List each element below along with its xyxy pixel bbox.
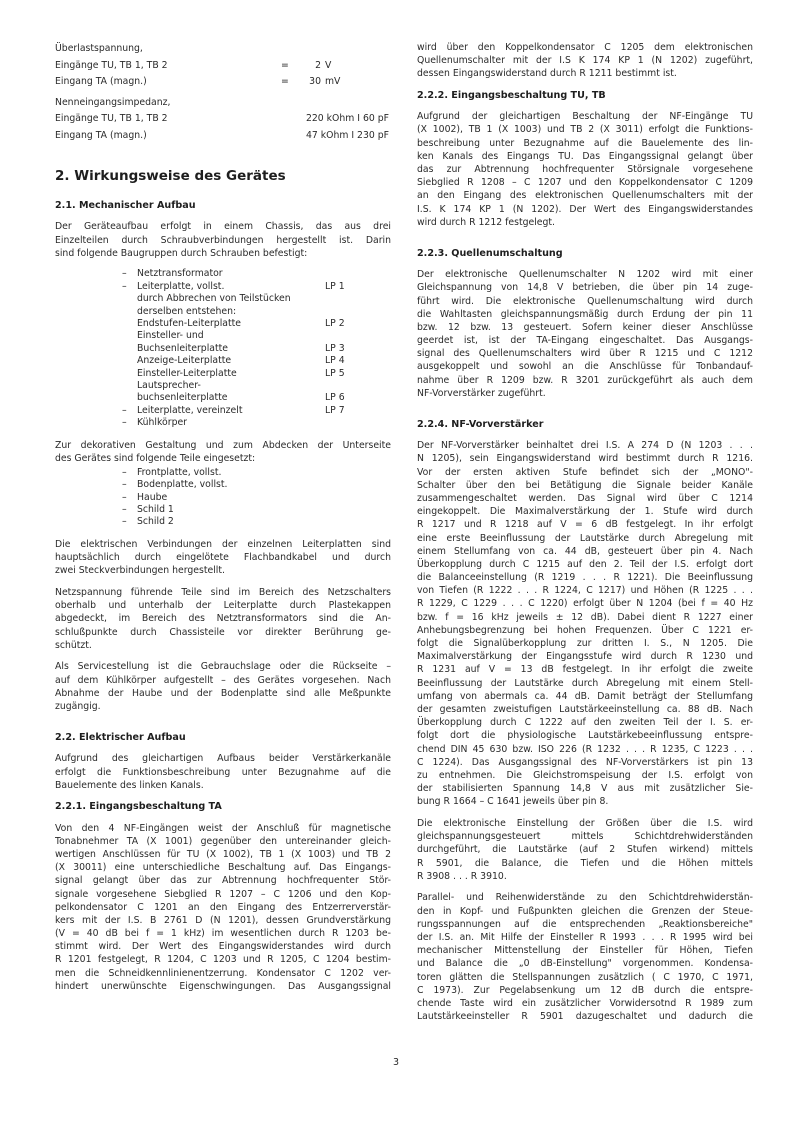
- subsection-heading: 2.2.1. Eingangsbeschaltung TA: [55, 801, 222, 813]
- text-line: Aufgrund des gleichartigen Aufbaus beider Verstärkerkanäle: [55, 753, 391, 765]
- text-line: Siebglied R 1208 – C 1207 und den Koppelkondensator C 1209: [417, 177, 753, 189]
- text-line: führt wird. Die elektronische Quellenumschaltung wird durch: [417, 295, 753, 307]
- text-line: zu entnehmen. Die Gleichstromspeisung der I.S. erfolgt von: [417, 769, 753, 781]
- text-line: nahme über R 1209 bzw. R 3201 zurückgeführt als auch dem: [417, 374, 753, 386]
- dash-bullet: –: [122, 404, 127, 416]
- list-item: [55, 479, 391, 491]
- list-item-text: Netztransformator: [137, 268, 223, 280]
- text-line: den in Kopf- und Fußpunkten gleichen die Grenzen der Steue-: [417, 905, 753, 917]
- list-item-text: derselben entstehen:: [137, 305, 237, 317]
- list-item: [55, 306, 391, 318]
- subsection-heading: 2.2.4. NF-Vorverstärker: [417, 419, 544, 431]
- spec-row: [55, 58, 391, 75]
- list-item-text: durch Abbrechen von Teilstücken: [137, 293, 291, 305]
- spec-row-label: Eingänge TU, TB 1, TB 2: [55, 59, 168, 71]
- text-line: rungsspannungen auf die entsprechenden „Reaktionsbereiche": [417, 918, 753, 930]
- dash-bullet: –: [122, 280, 127, 292]
- text-line: Der NF-Vorverstärker beinhaltet drei I.S. A 274 D (N 1203 . . .: [417, 440, 753, 452]
- text-line: bzw. 12 bzw. 13 gesteuert. Sofern keiner dieser Anschlüsse: [417, 321, 753, 333]
- text-line: die Balanceeinstellung (R 1219 . . . R 1221). Die Beeinflussung: [417, 572, 753, 584]
- spec-row-value: 220 kOhm I 60 pF: [305, 113, 389, 124]
- text-line: auf dem Kühlkörper aufgestellt – des Gerätes vorgesehen. Nach: [55, 674, 391, 686]
- list-item-text: Anzeige-Leiterplatte: [137, 355, 232, 367]
- text-line: umfang von abermals ca. 44 dB. Damit beträgt der Stellumfang: [417, 690, 753, 702]
- text-line: (V = 40 dB bei f = 1 kHz) im wesentlichen durch R 1203 be-: [55, 928, 391, 940]
- text-line: oberhalb und unterhalb der Leiterplatte durch Plastekappen: [55, 600, 391, 612]
- text-line: Anhebungsbegrenzung bei hohen Frequenzen. Über C 1221 er-: [417, 624, 753, 636]
- section-title: 2. Wirkungsweise des Gerätes: [55, 168, 286, 184]
- paragraph: [55, 538, 391, 578]
- text-line: R 1231 auf V = 13 dB festgelegt. In ihr erfolgt die zweite: [417, 664, 753, 676]
- text-line: an den Eingang des elektronischen Quellenumschalters mit der: [417, 190, 753, 202]
- text-line: Überkopplung durch C 1215 auf den 2. Teil der I.S. erfolgt dort: [417, 558, 753, 570]
- text-line: Beeinflussung der Lautstärke durch Abregelung mit einem Stell-: [417, 677, 753, 689]
- text-line: das zur Abtrennung hochfrequenter Störsignale vorgesehene: [417, 164, 753, 176]
- board-code: LP 2: [325, 318, 345, 330]
- text-line: I.S. K 174 KP 1 (N 1202). Der Wert des Eingangswiderstandes: [417, 203, 753, 215]
- text-line: kers mit der I.S. B 2761 D (N 1201), dessen Grundverstärkung: [55, 914, 391, 926]
- text-line: Abnahme der Haube und der Bodenplatte sind alle Meßpunkte: [55, 687, 391, 699]
- dash-bullet: –: [122, 504, 127, 516]
- text-line: eine erste Beeinflussung der Lautstärke durch Abregelung mit: [417, 532, 753, 544]
- text-line: zwei Steckverbindungen hergestellt.: [55, 565, 225, 577]
- list-item: [55, 268, 391, 280]
- list-item-text: Leiterplatte, vollst.: [137, 280, 225, 292]
- text-line: Lautstärkeeinsteller R 5901 dazugeschaltet und dadurch die: [417, 1011, 753, 1023]
- list-item-text: buchsenleiterplatte: [137, 392, 228, 404]
- list-item: [55, 330, 391, 342]
- text-line: des Gerätes sind folgende Teile eingesetzt:: [55, 452, 256, 464]
- list-item: [55, 492, 391, 504]
- text-line: und Balance die „0 dB-Einstellung" vorgenommen. Kondensa-: [417, 958, 753, 970]
- text-line: folgt die Signalüberkopplung zur dritten I. S., N 1205. Die: [417, 638, 753, 650]
- list-item-text: Leiterplatte, vereinzelt: [137, 404, 243, 416]
- paragraph: [417, 268, 753, 400]
- list-item-text: Buchsenleiterplatte: [137, 342, 228, 354]
- text-line: abgedeckt, im Bereich des Netztransformators sind die An-: [55, 613, 391, 625]
- list-item: [55, 343, 391, 355]
- list-item-text: Kühlkörper: [137, 417, 188, 429]
- text-line: men die Schneidkennlinienentzerrung. Kondensator C 1202 ver-: [55, 967, 391, 979]
- text-line: (X 30011) eine unterschiedliche Beschaltung auf. Das Eingangs-: [55, 862, 391, 874]
- text-line: pelkondensator C 1201 an den Eingang des Entzerrerverstär-: [55, 901, 391, 913]
- text-line: (X 1002), TB 1 (X 1003) und TB 2 (X 3011) erfolgt die Funktions-: [417, 124, 753, 136]
- text-line: schlußpunkte durch Chassisteile vor direkter Berührung ge-: [55, 626, 391, 638]
- text-line: erfolgt die Funktionsbeschreibung unter Bezugnahme auf die: [55, 766, 391, 778]
- board-code: LP 1: [325, 280, 345, 292]
- text-line: Schalter über den bei Betätigung die Signale beider Kanäle: [417, 479, 753, 491]
- subsection-heading: 2.2. Elektrischer Aufbau: [55, 732, 186, 744]
- text-line: Netzspannung führende Teile sind im Bereich des Netzschalters: [55, 586, 391, 598]
- list-item-text: Frontplatte, vollst.: [137, 466, 222, 478]
- text-line: Parallel- und Reihenwiderstände zu den Schichtdrehwiderstän-: [417, 892, 753, 904]
- spec-row-eq: =: [281, 76, 289, 87]
- spec-label: Überlastspannung,: [55, 43, 143, 54]
- text-line: Die elektronische Einstellung der Größen über die I.S. wird: [417, 817, 753, 829]
- spec-label: Nenneingangsimpedanz,: [55, 96, 171, 108]
- list-item: [55, 504, 391, 516]
- text-line: Aufgrund der gleichartigen Beschaltung der NF-Eingänge TU: [417, 111, 753, 123]
- paragraph: [55, 752, 391, 792]
- spec-row: [55, 74, 391, 91]
- list-item-text: Bodenplatte, vollst.: [137, 479, 228, 491]
- list-item: [55, 405, 391, 417]
- list-item: [55, 368, 391, 380]
- text-line: Überkopplung durch C 1222 auf den zweiten Teil der I. S. er-: [417, 717, 753, 729]
- text-line: NF-Vorverstärker zugeführt.: [417, 387, 546, 399]
- list-item: [55, 293, 391, 305]
- text-line: Quellenumschalter mit der I.S K 174 KP 1 (N 1202) zugeführt,: [417, 55, 753, 67]
- text-line: hauptsächlich durch eingelötete Flachbandkabel und durch: [55, 552, 391, 564]
- text-line: Zur dekorativen Gestaltung und zum Abdecken der Unterseite: [55, 439, 391, 451]
- text-line: R 1229, C 1229 . . . C 1220) erfolgt über N 1204 (bei f = 40 Hz: [417, 598, 753, 610]
- list-item: [55, 392, 391, 404]
- text-line: C 1973). Zur Pegelabsenkung um 12 dB durch die entspre-: [417, 984, 753, 996]
- text-line: eingekoppelt. Die Maximalverstärkung der 1. Stufe wird durch: [417, 506, 753, 518]
- text-line: schützt.: [55, 639, 92, 651]
- list-item: [55, 318, 391, 330]
- text-line: folgt dort die physiologische Lautstärkebeeinflussung entspre-: [417, 730, 753, 742]
- text-line: der I.S. an. Mit Hilfe der Einsteller R 1993 . . . R 1995 wird bei: [417, 931, 753, 943]
- text-line: signal des Quellenumschalters wird über R 1215 und C 1212: [417, 348, 753, 360]
- text-line: Der elektronische Quellenumschalter N 1202 wird mit einer: [417, 269, 753, 281]
- page-number: 3: [393, 1057, 400, 1068]
- text-line: Einzelteilen durch Schraubverbindungen hergestellt ist. Darin: [55, 234, 391, 246]
- text-line: Maximalverstärkung der Eingangsstufe wird durch R 1230 und: [417, 651, 753, 663]
- text-line: Vor der ersten aktiven Stufe befindet sich der „MONO"-: [417, 466, 753, 478]
- list-item: [55, 516, 391, 528]
- paragraph: [417, 110, 753, 229]
- paragraph: [417, 41, 753, 81]
- dash-bullet: –: [122, 268, 127, 280]
- text-line: Die elektrischen Verbindungen der einzelnen Leiterplatten sind: [55, 538, 391, 550]
- dash-bullet: –: [122, 466, 127, 478]
- text-line: Gleichspannung von 14,8 V betrieben, die über pin 14 zuge-: [417, 282, 753, 294]
- spec-row: [55, 128, 391, 145]
- text-line: C 1224). Das Ausgangssignal des NF-Vorverstärkers ist pin 13: [417, 756, 753, 768]
- list-item-text: Einsteller- und: [137, 330, 204, 342]
- subsection-heading: 2.2.2. Eingangsbeschaltung TU, TB: [417, 90, 606, 102]
- text-line: der stabilisierten Spannung 14,8 V aus mit zusätzlicher Sie-: [417, 783, 753, 795]
- board-code: LP 4: [325, 355, 345, 367]
- text-line: wird über den Koppelkondensator C 1205 dem elektronischen: [417, 42, 753, 53]
- text-line: beschreibung unter Bezugnahme auf die Bauelemente des lin-: [417, 137, 753, 149]
- paragraph: [55, 822, 391, 993]
- list-item-text: Schild 1: [137, 504, 174, 516]
- left-column: [55, 41, 391, 1002]
- paragraph: [55, 586, 391, 652]
- text-line: ausgekoppelt und sowohl an die Anschlüsse für Tonbandauf-: [417, 361, 753, 373]
- right-column: [417, 41, 753, 1032]
- spec-row-label: Eingänge TU, TB 1, TB 2: [55, 113, 168, 124]
- text-line: Als Servicestellung ist die Gebrauchslage oder die Rückseite –: [55, 661, 391, 673]
- list-item-text: Haube: [137, 491, 168, 503]
- text-line: die Wahltasten gleichspannungsmäßig durch Erdung der pin 11: [417, 308, 753, 320]
- list-item: [55, 417, 391, 429]
- text-line: sind folgende Baugruppen durch Schrauben befestigt:: [55, 247, 308, 259]
- list-item: [55, 281, 391, 293]
- text-line: wird durch R 1212 festgelegt.: [417, 216, 556, 228]
- text-line: durchgeführt, die Lautstärke (auf 2 Stufen wirkend) mittels: [417, 844, 753, 856]
- right-body: [417, 41, 753, 1023]
- text-line: ken Kanals des Eingangs TU. Das Eingangssignal gelangt über: [417, 150, 753, 162]
- spec-row-unit: mV: [325, 76, 341, 87]
- dash-bullet: –: [122, 479, 127, 491]
- text-line: R 1201 festgelegt, R 1204, C 1203 und R 1205, C 1204 bestim-: [55, 954, 391, 966]
- spec-row-eq: =: [281, 59, 289, 71]
- text-line: zusammengeschaltet werden. Das Signal wird über C 1214: [417, 492, 753, 504]
- text-line: geerdet ist, ist der TA-Eingang eingeschaltet. Das Ausgangs-: [417, 335, 753, 347]
- list-item-text: Endstufen-Leiterplatte: [137, 318, 241, 330]
- left-body: [55, 199, 391, 993]
- text-line: der gesamten zweistufigen Lautstärkeeinstellung ca. 88 dB. Nach: [417, 703, 753, 715]
- board-code: LP 6: [325, 392, 345, 404]
- text-line: Von den 4 NF-Eingängen weist der Anschluß für magnetische: [55, 822, 391, 834]
- subsection-heading: 2.1. Mechanischer Aufbau: [55, 200, 196, 212]
- text-line: chende Taste wird ein zusätzlicher Vorwidersotnd R 1989 zum: [417, 997, 753, 1009]
- text-line: von Tiefen (R 1222 . . . R 1224, C 1217) und Höhen (R 1225 . . .: [417, 585, 753, 597]
- text-line: mechanischer Mittenstellung der Einsteller für Höhen, Tiefen: [417, 945, 753, 957]
- spec-row-unit: V: [325, 59, 332, 71]
- bullet-list: [55, 268, 391, 429]
- board-code: LP 7: [325, 404, 345, 416]
- board-code: LP 5: [325, 367, 345, 379]
- spec-row-label: Eingang TA (magn.): [55, 129, 147, 141]
- paragraph: [417, 439, 753, 808]
- paragraph: [55, 220, 391, 260]
- paragraph: [55, 660, 391, 713]
- text-line: signal gelangt über das zur Abtrennung hochfrequenter Stör-: [55, 875, 391, 887]
- text-line: stimmt wird. Der Wert des Eingangswiderstandes wird durch: [55, 941, 391, 953]
- list-item: [55, 467, 391, 479]
- text-line: R 5901, die Balance, die Tiefen und die Höhen mittels: [417, 857, 753, 869]
- text-line: hindert unerwünschte Eigenschwingungen. Das Ausgangssignal: [55, 980, 391, 992]
- text-line: R 3908 . . . R 3910.: [417, 870, 507, 882]
- paragraph: [55, 439, 391, 465]
- board-code: LP 3: [325, 342, 345, 354]
- dash-bullet: –: [122, 491, 127, 503]
- text-line: zugängig.: [55, 700, 101, 712]
- list-item-text: Lautsprecher-: [137, 379, 201, 391]
- text-line: einem Stellumfang von ca. 44 dB, gesteuert über pin 4. Nach: [417, 545, 753, 557]
- text-line: bzw. f = 16 kHz jeweils ± 12 dB). Dabei dient R 1227 einer: [417, 611, 753, 623]
- bullet-list: [55, 467, 391, 529]
- spec-row-value: 47 kOhm I 230 pF: [305, 129, 389, 141]
- text-line: gleichspannungsgesteuert mittels Schichtdrehwiderständen: [417, 831, 753, 843]
- list-item: [55, 355, 391, 367]
- spec-row-label: Eingang TA (magn.): [55, 76, 147, 87]
- dash-bullet: –: [122, 516, 127, 528]
- paragraph: [417, 817, 753, 883]
- spec-row-value: 2: [315, 59, 321, 71]
- text-line: bung R 1664 – C 1641 jeweils über pin 8.: [417, 796, 609, 808]
- paragraph: [417, 891, 753, 1023]
- spec-row: [55, 111, 391, 128]
- text-line: Der Geräteaufbau erfolgt in einem Chassis, das aus drei: [55, 221, 391, 233]
- text-line: chend DIN 45 630 bzw. ISO 226 (R 1232 . . . R 1235, C 1223 . . .: [417, 743, 753, 755]
- text-line: toren glätten die Stellspannungen zusätzlich ( C 1970, C 1971,: [417, 971, 753, 983]
- text-line: wertigen Anschlüssen für TU (X 1002), TB 1 (X 1003) und TB 2: [55, 848, 391, 860]
- list-item-text: Einsteller-Leiterplatte: [137, 367, 237, 379]
- list-item: [55, 380, 391, 392]
- spec-row-value: 30: [309, 76, 321, 87]
- text-line: Tonabnehmer TA (X 1001) gegenüber den untereinander gleich-: [55, 835, 391, 847]
- text-line: Bauelemente des linken Kanals.: [55, 779, 204, 791]
- text-line: dessen Eingangswiderstand durch R 1211 bestimmt ist.: [417, 68, 677, 80]
- list-item-text: Schild 2: [137, 516, 174, 528]
- subsection-heading: 2.2.3. Quellenumschaltung: [417, 247, 563, 259]
- text-line: signale vorgesehene Siebglied R 1207 – C 1206 und den Kop-: [55, 888, 391, 900]
- text-line: R 1217 und R 1218 auf V = 6 dB festgelegt. In ihr erfolgt: [417, 519, 753, 531]
- dash-bullet: –: [122, 417, 127, 429]
- text-line: N 1205), sein Eingangswiderstand wird bestimmt durch R 1216.: [417, 453, 753, 465]
